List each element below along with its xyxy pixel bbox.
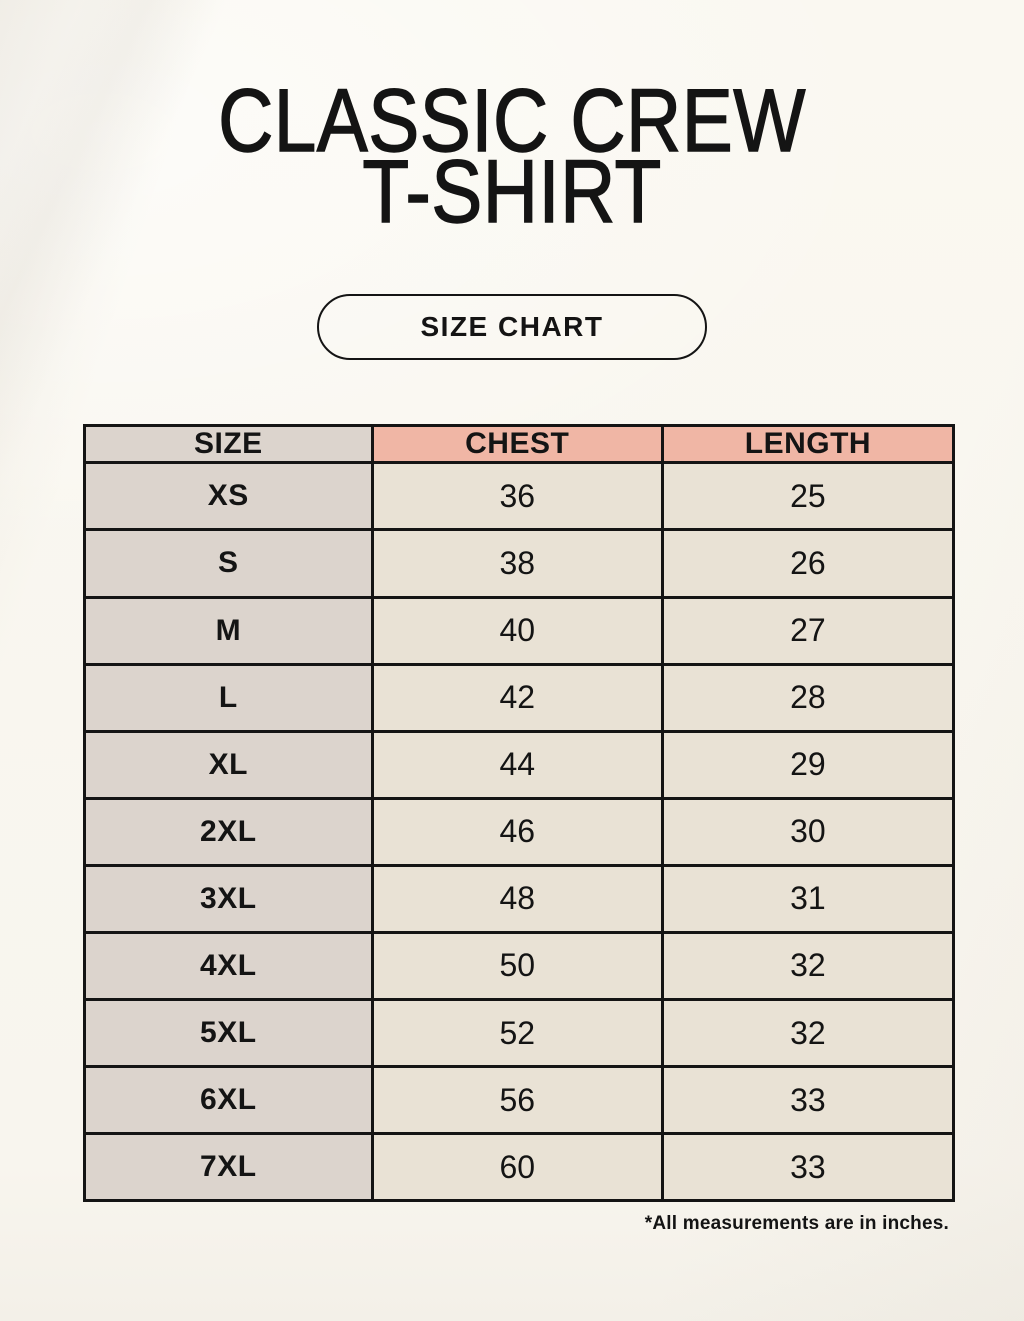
length-cell: 26 bbox=[662, 530, 953, 597]
header-cell-length: LENGTH bbox=[662, 426, 953, 463]
size-chart-button[interactable]: SIZE CHART bbox=[317, 294, 707, 360]
size-cell: 3XL bbox=[85, 865, 373, 932]
measurements-footnote: *All measurements are in inches. bbox=[644, 1213, 949, 1235]
size-cell: 2XL bbox=[85, 798, 373, 865]
chest-cell: 40 bbox=[372, 597, 662, 664]
size-cell: 5XL bbox=[85, 1000, 373, 1067]
length-cell: 27 bbox=[662, 597, 953, 664]
length-cell: 32 bbox=[662, 1000, 953, 1067]
table-row bbox=[85, 1000, 954, 1067]
table-row bbox=[85, 1134, 954, 1201]
table-row bbox=[85, 798, 954, 865]
table-row bbox=[85, 932, 954, 999]
header-cell-chest: CHEST bbox=[372, 426, 662, 463]
size-cell: 6XL bbox=[85, 1067, 373, 1134]
size-cell: 7XL bbox=[85, 1134, 373, 1201]
length-cell: 25 bbox=[662, 463, 953, 530]
table-row bbox=[85, 664, 954, 731]
size-table-head bbox=[85, 426, 954, 463]
table-row bbox=[85, 530, 954, 597]
chest-cell: 46 bbox=[372, 798, 662, 865]
length-cell: 33 bbox=[662, 1134, 953, 1201]
table-row bbox=[85, 731, 954, 798]
table-row bbox=[85, 463, 954, 530]
size-cell: XL bbox=[85, 731, 373, 798]
chest-cell: 42 bbox=[372, 664, 662, 731]
table-row bbox=[85, 597, 954, 664]
length-cell: 31 bbox=[662, 865, 953, 932]
size-table bbox=[83, 424, 955, 1202]
chest-cell: 50 bbox=[372, 932, 662, 999]
length-cell: 32 bbox=[662, 932, 953, 999]
table-row bbox=[85, 1067, 954, 1134]
table-row bbox=[85, 865, 954, 932]
size-cell: L bbox=[85, 664, 373, 731]
size-table-body bbox=[85, 463, 954, 1201]
size-cell: M bbox=[85, 597, 373, 664]
chest-cell: 38 bbox=[372, 530, 662, 597]
size-cell: S bbox=[85, 530, 373, 597]
chest-cell: 52 bbox=[372, 1000, 662, 1067]
length-cell: 28 bbox=[662, 664, 953, 731]
chest-cell: 48 bbox=[372, 865, 662, 932]
size-chart-button-wrap bbox=[0, 294, 1024, 360]
length-cell: 30 bbox=[662, 798, 953, 865]
header-row bbox=[85, 426, 954, 463]
size-cell: 4XL bbox=[85, 932, 373, 999]
header-cell-size: SIZE bbox=[85, 426, 373, 463]
length-cell: 33 bbox=[662, 1067, 953, 1134]
title-line-2: T-SHIRT bbox=[362, 141, 662, 242]
chest-cell: 44 bbox=[372, 731, 662, 798]
chest-cell: 60 bbox=[372, 1134, 662, 1201]
size-cell: XS bbox=[85, 463, 373, 530]
chest-cell: 36 bbox=[372, 463, 662, 530]
page-title bbox=[72, 0, 953, 242]
title-line-1: CLASSIC CREW bbox=[218, 70, 806, 170]
chest-cell: 56 bbox=[372, 1067, 662, 1134]
length-cell: 29 bbox=[662, 731, 953, 798]
